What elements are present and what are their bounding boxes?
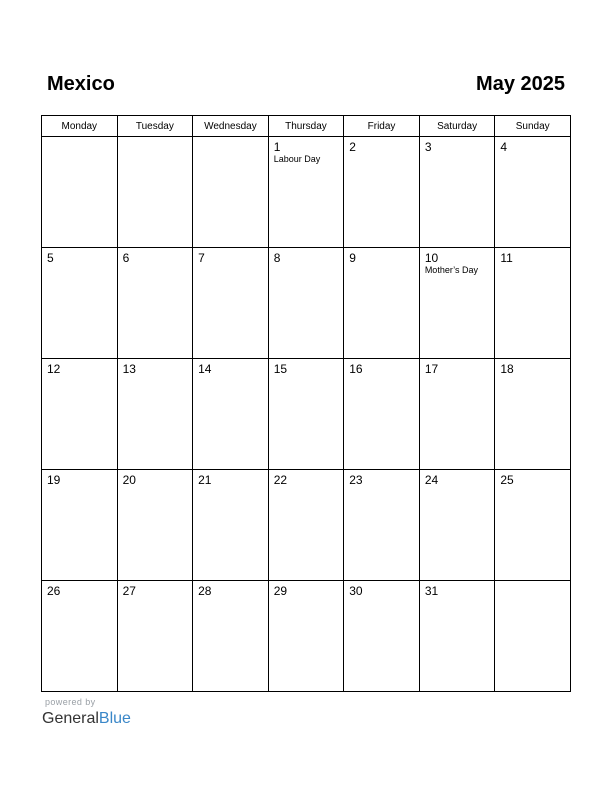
day-cell bbox=[419, 581, 495, 692]
day-number: 8 bbox=[273, 251, 281, 265]
day-number: 22 bbox=[273, 473, 288, 487]
logo-general-text: General bbox=[42, 710, 99, 727]
day-cell bbox=[419, 248, 495, 359]
day-cell bbox=[495, 581, 571, 692]
day-cell bbox=[268, 248, 344, 359]
month-title: May 2025 bbox=[476, 73, 565, 95]
week-row bbox=[42, 359, 571, 470]
week-row bbox=[42, 248, 571, 359]
day-cell bbox=[344, 137, 420, 248]
day-cell bbox=[419, 470, 495, 581]
week-row bbox=[42, 581, 571, 692]
footer-branding bbox=[42, 697, 131, 729]
day-number: 4 bbox=[500, 140, 508, 154]
calendar-grid bbox=[41, 115, 571, 692]
day-number: 27 bbox=[122, 584, 136, 598]
day-cell bbox=[268, 581, 344, 692]
day-cell bbox=[193, 248, 269, 359]
day-cell bbox=[344, 470, 420, 581]
day-number: 16 bbox=[349, 362, 363, 376]
day-cell bbox=[495, 359, 571, 470]
day-number: 19 bbox=[47, 473, 61, 487]
holiday-label: Labour Day bbox=[273, 154, 321, 164]
day-cell bbox=[268, 137, 344, 248]
day-number: 21 bbox=[198, 473, 212, 487]
day-cell bbox=[344, 248, 420, 359]
day-number: 14 bbox=[198, 362, 212, 376]
day-number: 25 bbox=[500, 473, 514, 487]
weekday-header: Saturday bbox=[419, 116, 495, 137]
day-number: 9 bbox=[349, 251, 356, 265]
day-number: 18 bbox=[500, 362, 514, 376]
day-cell bbox=[117, 248, 193, 359]
day-cell bbox=[42, 581, 118, 692]
day-cell bbox=[42, 359, 118, 470]
holiday-label: Mother’s Day bbox=[424, 265, 478, 275]
weekday-header: Tuesday bbox=[117, 116, 193, 137]
day-cell bbox=[344, 359, 420, 470]
day-number: 7 bbox=[198, 251, 205, 265]
day-number: 30 bbox=[349, 584, 363, 598]
day-number: 11 bbox=[500, 251, 513, 265]
weekday-header: Monday bbox=[42, 116, 118, 137]
day-cell bbox=[344, 581, 420, 692]
day-cell bbox=[495, 470, 571, 581]
day-cell bbox=[193, 581, 269, 692]
day-cell bbox=[193, 137, 269, 248]
week-row bbox=[42, 470, 571, 581]
day-number: 23 bbox=[349, 473, 363, 487]
day-cell bbox=[117, 137, 193, 248]
weekday-header: Thursday bbox=[268, 116, 344, 137]
day-number: 13 bbox=[122, 362, 136, 376]
day-cell bbox=[117, 470, 193, 581]
day-cell bbox=[268, 470, 344, 581]
day-number: 31 bbox=[424, 584, 439, 598]
country-title: Mexico bbox=[47, 73, 115, 95]
day-cell bbox=[42, 137, 118, 248]
day-cell bbox=[268, 359, 344, 470]
day-number: 5 bbox=[47, 251, 54, 265]
day-cell bbox=[193, 470, 269, 581]
day-cell bbox=[495, 137, 571, 248]
day-cell bbox=[42, 248, 118, 359]
day-number: 3 bbox=[424, 140, 432, 154]
day-number: 12 bbox=[47, 362, 61, 376]
day-number: 28 bbox=[198, 584, 212, 598]
day-number: 26 bbox=[47, 584, 61, 598]
weekday-header: Sunday bbox=[495, 116, 571, 137]
day-number: 10 bbox=[424, 251, 439, 265]
day-number: 24 bbox=[424, 473, 439, 487]
day-cell bbox=[117, 359, 193, 470]
week-row bbox=[42, 137, 571, 248]
generalblue-logo[interactable] bbox=[42, 709, 131, 729]
day-number: 29 bbox=[273, 584, 288, 598]
day-cell bbox=[42, 470, 118, 581]
day-number: 20 bbox=[122, 473, 136, 487]
day-number: 17 bbox=[424, 362, 439, 376]
day-cell bbox=[419, 137, 495, 248]
day-number: 6 bbox=[122, 251, 130, 265]
day-number: 2 bbox=[349, 140, 356, 154]
powered-by-text: powered by bbox=[45, 697, 96, 707]
logo-blue-text: Blue bbox=[98, 710, 131, 727]
day-number: 1 bbox=[273, 140, 281, 154]
day-cell bbox=[419, 359, 495, 470]
day-number: 15 bbox=[273, 362, 288, 376]
weekday-header: Friday bbox=[344, 116, 420, 137]
day-cell bbox=[117, 581, 193, 692]
weekday-header-row bbox=[42, 116, 571, 137]
weekday-header: Wednesday bbox=[193, 116, 269, 137]
day-cell bbox=[193, 359, 269, 470]
day-cell bbox=[495, 248, 571, 359]
